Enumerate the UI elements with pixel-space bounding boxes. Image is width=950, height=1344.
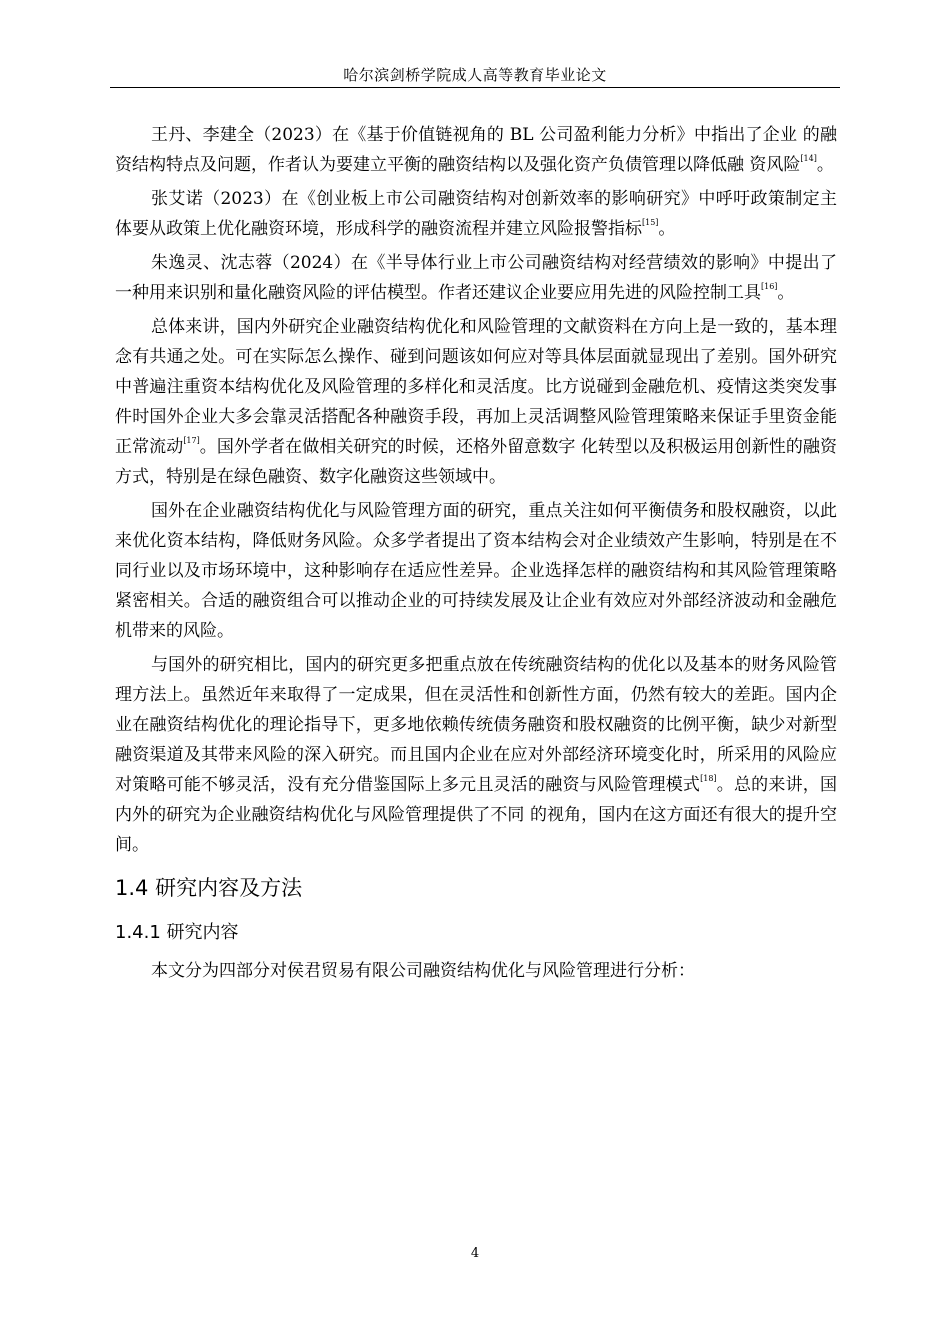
- paragraph-domestic-research: [115, 650, 837, 860]
- subsection-heading: 1.4.1 研究内容: [115, 922, 239, 943]
- paragraph-foreign-research: [115, 496, 837, 646]
- paragraph-literature-zhu-shen: [115, 248, 837, 308]
- paragraph-text: 国外在企业融资结构优化与风险管理方面的研究，重点关注如何平衡债务和股权融资，以此来优化资本结构，降低财务风险。众多学者提出了资本结构会对企业绩效产生影响，特别是在不同行业以及市场环境中，这种影响存在适应性差异。企业选择怎样的融资结构和其风险管理策略紧密相关。合适的融资组合可以推动企业的可持续发展及让企业有效应对外部经济波动和金融危机带来的风险。: [115, 501, 837, 641]
- paragraph-text: 张艾诺（2023）在《创业板上市公司融资结构对创新效率的影响研究》中呼吁政策制定主体要从政策上优化融资环境，形成科学的融资流程并建立风险报警指标: [115, 189, 837, 239]
- citation-14: [14]: [800, 154, 817, 163]
- paragraph-text: 与国外的研究相比，国内的研究更多把重点放在传统融资结构的优化以及基本的财务风险管理方法上。虽然近年来取得了一定成果，但在灵活性和创新性方面，仍然有较大的差距。国内企业在融资结构优化的理论指导下，更多地依赖传统债务融资和股权融资的比例平衡，缺少对新型融资渠道及其带来风险的深入研究。而且国内企业在应对外部经济环境变化时，所采用的风险应对策略可能不够灵活，没有充分借鉴国际上多元且灵活的融资与风险管理模式: [115, 655, 837, 795]
- paragraph-tail: 。: [658, 219, 676, 239]
- paragraph-literature-zhang: [115, 184, 837, 244]
- paragraph-tail: 。: [816, 155, 834, 175]
- header-divider: [110, 87, 840, 88]
- section-heading: 1.4 研究内容及方法: [115, 876, 303, 900]
- citation-17: [17]: [183, 436, 200, 445]
- paragraph-tail: 。: [777, 283, 795, 303]
- citation-18: [18]: [700, 774, 717, 783]
- paragraph-text: 朱逸灵、沈志蓉（2024）在《半导体行业上市公司融资结构对经营绩效的影响》中提出了一种用来识别和量化融资风险的评估模型。作者还建议企业要应用先进的风险控制工具: [115, 253, 837, 303]
- main-text: [115, 120, 837, 990]
- paragraph-literature-wang-li: [115, 120, 837, 180]
- paragraph-tail: 。总的来讲，国内外的研究为企业融资结构优化与风险管理提供了不同 的视角，国内在这方面还有很大的提升空间。: [115, 775, 838, 855]
- paragraph-text: 王丹、李建全（2023）在《基于价值链视角的 BL 公司盈利能力分析》中指出了企业 的融资结构特点及问题，作者认为要建立平衡的融资结构以及强化资产负债管理以降低融 资风险: [115, 125, 837, 175]
- paragraph-research-content: 本文分为四部分对侯君贸易有限公司融资结构优化与风险管理进行分析：: [151, 961, 695, 981]
- paragraph-text: 总体来讲，国内外研究企业融资结构优化和风险管理的文献资料在方向上是一致的，基本理念有共通之处。可在实际怎么操作、碰到问题该如何应对等具体层面就显现出了差别。国外研究中普遍注重资本结构优化及风险管理的多样化和灵活度。比方说碰到金融危机、疫情这类突发事件时国外企业大多会靠灵活搭配各种融资手段，再加上灵活调整风险管理策略来保证手里资金能正常流动: [115, 317, 837, 457]
- running-header: 哈尔滨剑桥学院成人高等教育毕业论文: [343, 66, 607, 84]
- paragraph-tail: 。国外学者在做相关研究的时候，还格外留意数字 化转型以及积极运用创新性的融资方式，特别是在绿色融资、数字化融资这些领域中。: [115, 437, 838, 487]
- citation-16: [16]: [761, 282, 778, 291]
- citation-15: [15]: [642, 218, 659, 227]
- page-number: 4: [470, 1246, 480, 1261]
- paragraph-overall-summary: [115, 312, 837, 492]
